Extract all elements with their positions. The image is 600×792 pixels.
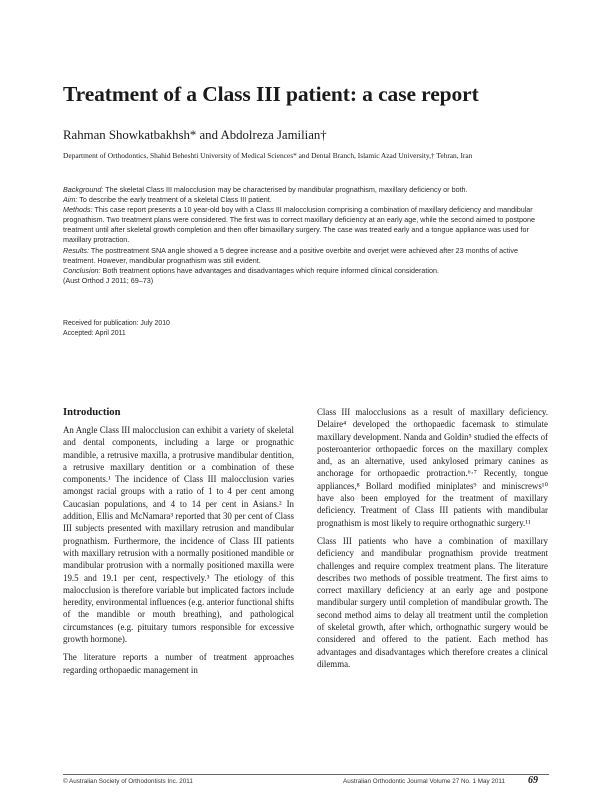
body-paragraph: Class III malocclusions as a result of maxillary deficiency. Delaire⁴ developed the orthopaedic facemask to stimulate maxillary development. Nanda and Goldin⁵ studied the effects of posteroanterior orthopaedic forces on the maxillary complex and, as an alternative, used ankylosed primary canines as anchorage for orthopaedic protraction.⁶·⁷ Recently, tongue appliances,⁸ Bollard modified miniplates⁹ and miniscrews¹⁰ have also been employed for the treatment of maxillary deficiency. Treatment of Class III patients with mandibular prognathism is most likely to require orthognathic surgery.¹¹ bbox=[317, 407, 548, 528]
article-title: Treatment of a Class III patient: a case report bbox=[63, 82, 479, 106]
body-paragraph: An Angle Class III malocclusion can exhibit a variety of skeletal and dental components, including a large or prognathic mandible, a retrusive maxilla, a protrusive mandibular dentition, a retrusive maxillary dentition or a combination of these components.¹ The incidence of Class III malocclusion varies amongst racial groups with a ratio of 1 to 4 per cent among Caucasian populations, and 4 to 14 per cent in Asians.² In addition, Ellis and McNamara³ reported that 30 per cent of Class III subjects presented with maxillary retrusion and mandibular prognathism. Furthermore, the incidence of Class III patients with maxillary retrusion with a normally positioned mandible or mandibular protrusion with a normally positioned maxilla were 19.5 and 19.1 per cent, respectively.³ The etiology of this malocclusion is therefore variable but implicated factors include heredity, environmental influences (e.g. anterior functional shifts of the mandible or mouth breathing), and pathological circumstances (e.g. pituitary tumors responsible for excessive growth hormone). bbox=[63, 425, 294, 645]
footer-copyright: © Australian Society of Orthodontists Inc. 2011 bbox=[63, 778, 193, 785]
methods-text: This case report presents a 10 year-old boy with a Class III malocclusion comprising a combination of maxillary deficiency and mandibular prognathism. Two treatment plans were considered. The first was to correct maxillary deficiency at an early age, while the second aimed to postpone treatment until after skeletal growth completion and then offer bimaxillary surgery. The case was treated early and a tongue appliance was used for maxillary protraction. bbox=[63, 205, 535, 245]
abstract bbox=[63, 185, 549, 286]
accepted-date: Accepted: April 2011 bbox=[63, 330, 126, 338]
results-text: The posttreatment SNA angle showed a 5 degree increase and a positive overbite and overjet were achieved after 23 months of active treatment. However, mandibular prognathism was still evident. bbox=[63, 245, 518, 265]
introduction-heading: Introduction bbox=[63, 407, 121, 418]
abstract-results bbox=[63, 246, 549, 266]
results-label: Results: bbox=[63, 245, 89, 255]
body-column-right bbox=[317, 406, 548, 676]
methods-label: Methods: bbox=[63, 205, 93, 215]
page-number: 69 bbox=[528, 775, 538, 786]
article-authors: Rahman Showkatbakhsh* and Abdolreza Jamilian† bbox=[63, 128, 327, 142]
abstract-background bbox=[63, 185, 549, 195]
footer-journal: Australian Orthodontic Journal Volume 27 No. 1 May 2011 bbox=[343, 778, 505, 785]
body-paragraph: The literature reports a number of treatment approaches regarding orthopaedic management in bbox=[63, 652, 294, 675]
abstract-aim bbox=[63, 195, 549, 205]
publication-dates bbox=[63, 319, 363, 339]
conclusion-label: Conclusion: bbox=[63, 265, 101, 275]
aim-text: To describe the early treatment of a skeletal Class III patient. bbox=[77, 195, 272, 205]
body-paragraph: Class III patients who have a combination of maxillary deficiency and mandibular prognathism provide treatment challenges and require complex treatment plans. The literature describes two methods of possible treatment. The first aims to correct maxillary deficiency at an early age and postpone mandibular surgery until completion of mandibular growth. The second method aims to delay all treatment until the completion of skeletal growth, after which, orthognathic surgery would be considered and offered to the patient. Each method has advantages and disadvantages which therefore creates a clinical dilemma. bbox=[317, 535, 548, 669]
abstract-conclusion bbox=[63, 266, 549, 276]
abstract-methods bbox=[63, 205, 549, 245]
abstract-citation: (Aust Orthod J 2011; 69–73) bbox=[63, 275, 154, 285]
background-text: The skeletal Class III malocclusion may be characterised by mandibular prognathism, maxillary deficiency or both. bbox=[103, 185, 468, 194]
body-column-left bbox=[63, 406, 294, 682]
conclusion-text: Both treatment options have advantages and disadvantages which require informed clinical consideration. bbox=[100, 265, 439, 275]
author-affiliation: Department of Orthodontics, Shahid Beheshti University of Medical Sciences* and Dental Branch, Islamic Azad University,† Tehran, Iran bbox=[63, 151, 473, 160]
background-label: Background: bbox=[63, 185, 104, 194]
received-date: Received for publication: July 2010 bbox=[63, 320, 170, 327]
footer-divider bbox=[63, 774, 549, 775]
aim-label: Aim: bbox=[63, 195, 78, 205]
